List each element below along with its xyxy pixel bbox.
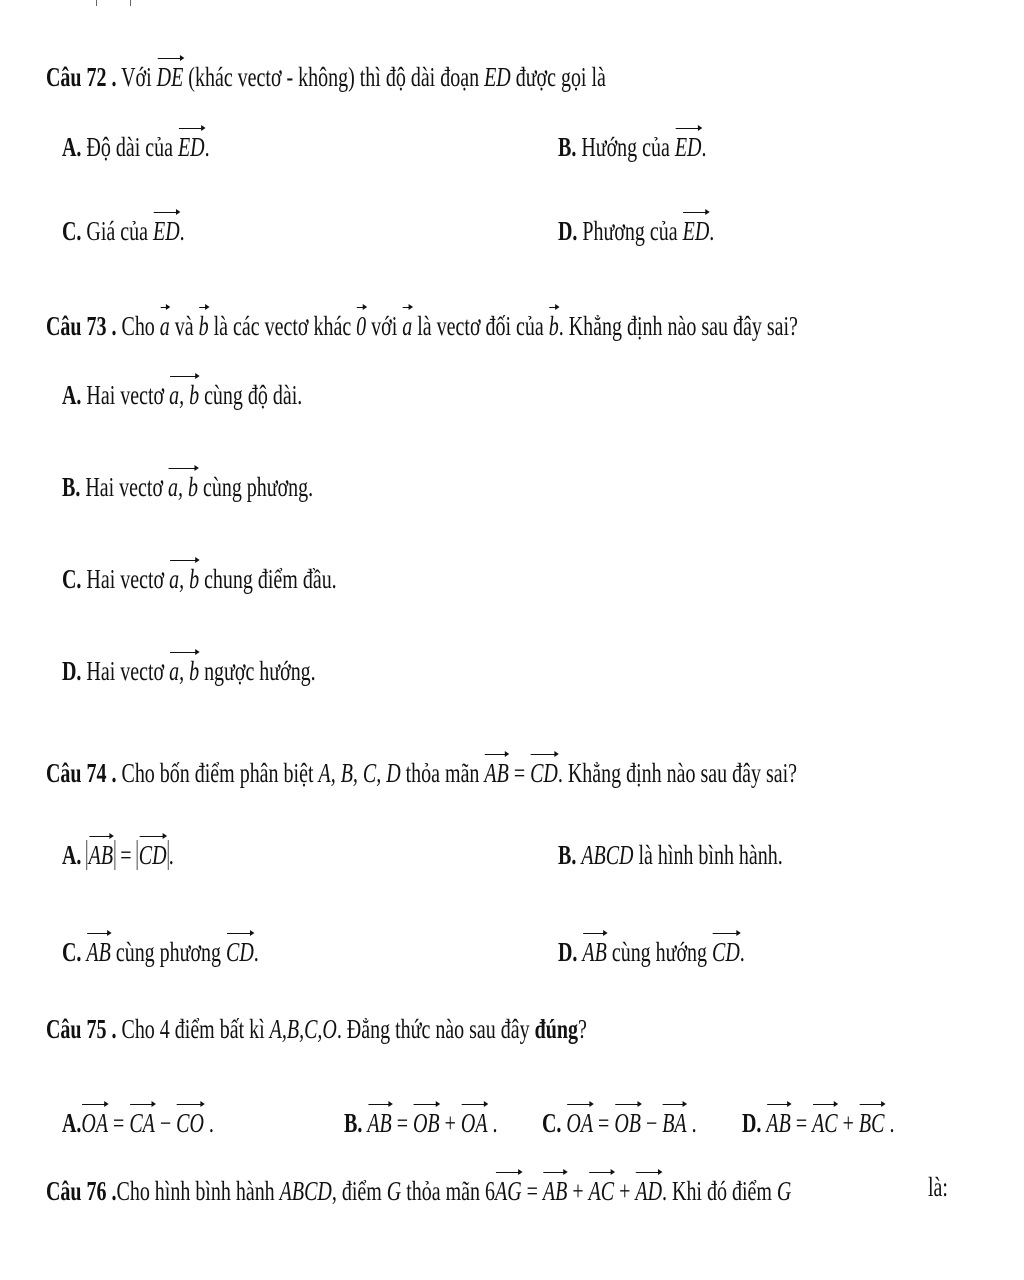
option-74-c[interactable]: C. AB cùng phương CD. <box>62 931 259 969</box>
option-74-b[interactable]: B. ABCD là hình bình hành. <box>558 840 783 870</box>
option-75-b[interactable]: B. AB = OB + OA . <box>344 1102 498 1140</box>
option-73-a[interactable]: A. Hai vectơ a, b cùng độ dài. <box>62 374 302 412</box>
question-label: Câu 73 . <box>46 311 117 341</box>
page-edge-mark <box>96 0 97 6</box>
question-76: Câu 76 .Cho hình bình hành ABCD, điểm G thỏa mãn 6AG = AB + AC + AD. Khi đó điểm G <box>46 1170 791 1208</box>
option-72-c[interactable]: C. Giá của ED. <box>62 210 185 248</box>
question-73: Câu 73 . Cho a và b là các vectơ khác 0 với a là vectơ đối của b. Khẳng định nào sau đây sai? <box>46 305 798 343</box>
option-73-b[interactable]: B. Hai vectơ a, b cùng phương. <box>62 466 313 504</box>
question-76-end: là: <box>928 1172 948 1202</box>
question-label: Câu 74 . <box>46 758 117 788</box>
question-label: Câu 75 . <box>46 1014 117 1044</box>
question-label: Câu 72 . <box>46 62 117 92</box>
option-72-d[interactable]: D. Phương của ED. <box>558 210 714 248</box>
option-74-d[interactable]: D. AB cùng hướng CD. <box>558 931 745 969</box>
option-72-a[interactable]: A. Độ dài của ED. <box>62 126 210 164</box>
page-edge-mark <box>130 0 131 6</box>
option-75-a[interactable]: A.OA = CA − CO . <box>62 1102 214 1140</box>
option-73-c[interactable]: C. Hai vectơ a, b chung điểm đầu. <box>62 558 337 596</box>
option-74-a[interactable]: A. AB = CD. <box>62 834 174 872</box>
option-75-d[interactable]: D. AB = AC + BC . <box>742 1102 894 1140</box>
vector-de: DE <box>157 56 184 94</box>
question-75: Câu 75 . Cho 4 điểm bất kì A,B,C,O. Đẳng thức nào sau đây đúng? <box>46 1014 587 1044</box>
question-74: Câu 74 . Cho bốn điểm phân biệt A, B, C, D thỏa mãn AB = CD. Khẳng định nào sau đây sai? <box>46 752 797 790</box>
question-label: Câu 76 . <box>46 1176 117 1206</box>
segment-ed: ED <box>484 62 511 92</box>
option-75-c[interactable]: C. OA = OB − BA . <box>542 1102 697 1140</box>
question-72: Câu 72 . Với DE (khác vectơ - không) thì độ dài đoạn ED được gọi là <box>46 56 606 94</box>
option-72-b[interactable]: B. Hướng của ED. <box>558 126 706 164</box>
option-73-d[interactable]: D. Hai vectơ a, b ngược hướng. <box>62 650 316 688</box>
